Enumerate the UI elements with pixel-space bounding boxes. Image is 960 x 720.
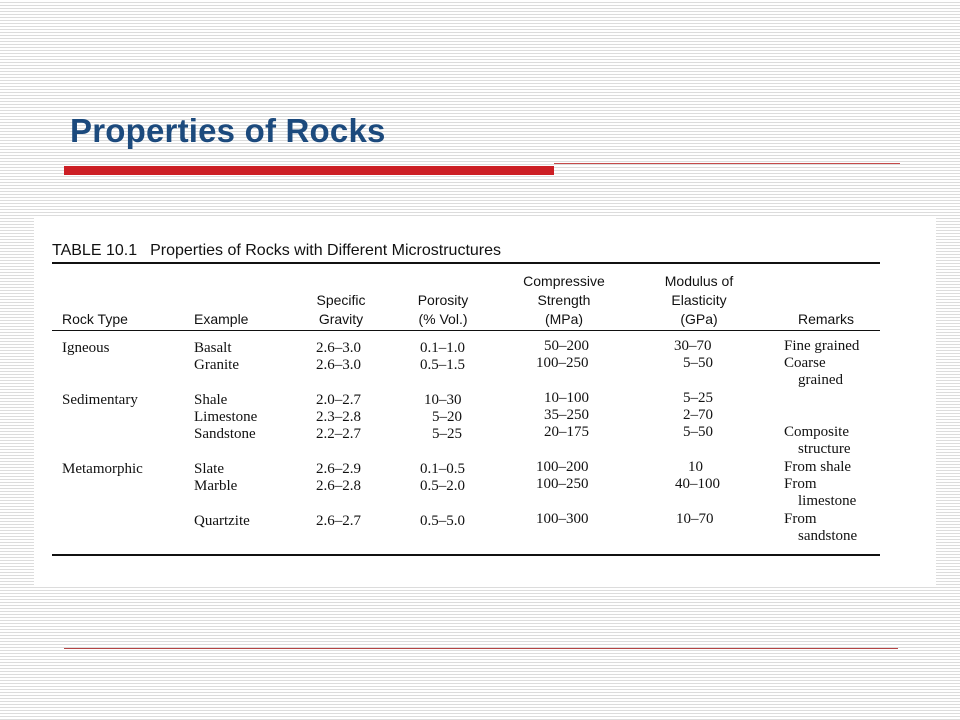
cell-strength: 50–200 — [544, 338, 589, 354]
cell-porosity: 10–30 — [424, 392, 462, 408]
cell-modulus: 10–70 — [676, 511, 714, 527]
cell-porosity: 5–20 — [432, 409, 462, 425]
table-top-rule — [52, 262, 880, 264]
cell-remarks: From limestone — [784, 476, 857, 509]
cell-modulus: 10 — [688, 459, 703, 475]
title-underline-thin — [554, 163, 900, 164]
cell-strength: 100–200 — [536, 459, 589, 475]
table-bottom-rule — [52, 554, 880, 556]
cell-porosity: 0.5–1.5 — [420, 357, 465, 373]
cell-strength: 100–250 — [536, 355, 589, 371]
header-compressive-strength: Compressive Strength (MPa) — [523, 273, 605, 327]
cell-example: Shale — [194, 392, 228, 408]
cell-remarks: Fine grained — [784, 338, 860, 354]
cell-gravity: 2.6–3.0 — [316, 340, 361, 356]
cell-remarks: From shale — [784, 459, 852, 475]
table-header-rule — [52, 330, 880, 331]
cell-gravity: 2.3–2.8 — [316, 409, 361, 425]
cell-example: Marble — [194, 478, 238, 494]
cell-remarks: Composite structure — [784, 424, 851, 457]
cell-example: Basalt — [194, 340, 232, 356]
cell-rock-type: Metamorphic — [62, 461, 143, 477]
cell-modulus: 5–25 — [683, 390, 713, 406]
table-caption — [52, 242, 501, 260]
header-porosity: Porosity (% Vol.) — [417, 292, 469, 327]
rock-properties-table — [34, 218, 936, 586]
header-modulus-of-elasticity: Modulus of Elasticity (GPa) — [664, 273, 734, 327]
table-caption-title: Properties of Rocks with Different Microstructures — [150, 242, 502, 259]
cell-rock-type: Igneous — [62, 340, 110, 356]
cell-gravity: 2.6–2.7 — [316, 513, 361, 529]
cell-example: Limestone — [194, 409, 258, 425]
cell-strength: 10–100 — [544, 390, 589, 406]
cell-strength: 35–250 — [544, 407, 589, 423]
cell-rock-type: Sedimentary — [62, 392, 138, 408]
cell-example: Granite — [194, 357, 239, 373]
title-underline-bar — [64, 166, 554, 175]
cell-modulus: 5–50 — [683, 355, 713, 371]
cell-strength: 100–300 — [536, 511, 589, 527]
cell-gravity: 2.6–3.0 — [316, 357, 361, 373]
cell-example: Sandstone — [194, 426, 256, 442]
cell-gravity: 2.2–2.7 — [316, 426, 361, 442]
cell-gravity: 2.6–2.8 — [316, 478, 361, 494]
header-specific-gravity: Specific Gravity — [316, 292, 366, 327]
cell-modulus: 2–70 — [683, 407, 713, 423]
cell-porosity: 0.1–0.5 — [420, 461, 465, 477]
header-example: Example — [194, 311, 249, 327]
slide-title: Properties of Rocks — [70, 112, 386, 149]
cell-modulus: 40–100 — [675, 476, 720, 492]
cell-modulus: 5–50 — [683, 424, 713, 440]
cell-strength: 20–175 — [544, 424, 589, 440]
cell-strength: 100–250 — [536, 476, 589, 492]
cell-porosity: 0.1–1.0 — [420, 340, 465, 356]
cell-example: Quartzite — [194, 513, 250, 529]
footer-rule — [64, 648, 898, 649]
cell-porosity: 0.5–2.0 — [420, 478, 465, 494]
cell-remarks: Coarse grained — [784, 355, 843, 388]
cell-gravity: 2.0–2.7 — [316, 392, 361, 408]
cell-modulus: 30–70 — [674, 338, 712, 354]
cell-remarks: From sandstone — [784, 511, 858, 544]
cell-example: Slate — [194, 461, 224, 477]
cell-porosity: 5–25 — [432, 426, 462, 442]
cell-porosity: 0.5–5.0 — [420, 513, 465, 529]
header-rock-type: Rock Type — [62, 311, 128, 327]
table-caption-label: TABLE 10.1 — [52, 242, 138, 259]
header-remarks: Remarks — [797, 311, 854, 327]
cell-gravity: 2.6–2.9 — [316, 461, 361, 477]
